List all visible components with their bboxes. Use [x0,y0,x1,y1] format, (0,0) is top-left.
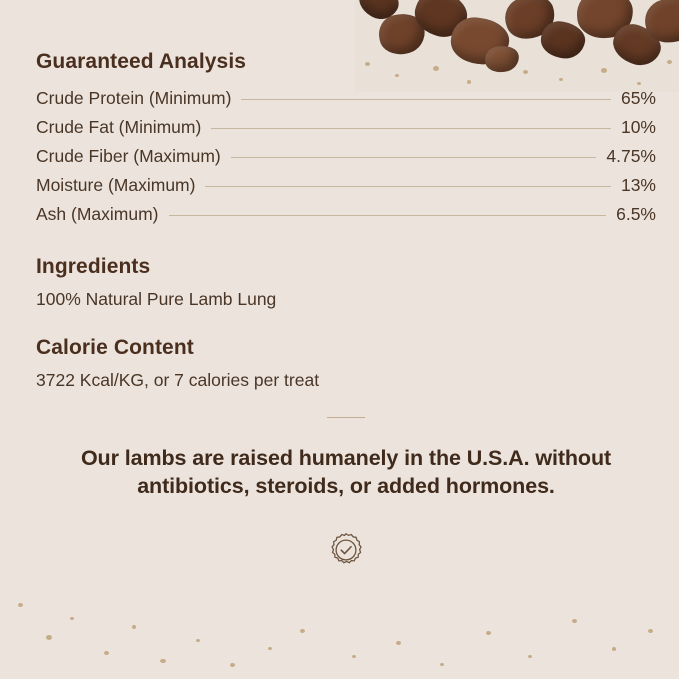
ingredients-title: Ingredients [36,255,151,278]
crumb [160,659,166,663]
leader-rule [205,185,611,187]
analysis-label: Crude Fiber (Maximum) [36,146,221,166]
crumb [612,647,616,651]
crumb [230,663,235,667]
crumb [486,631,491,635]
leader-rule [169,214,607,216]
crumb [528,655,532,658]
content-column [36,50,656,569]
crumb [667,60,672,64]
decorative-crumbs [0,559,679,679]
crumb [648,629,653,633]
crumb [352,655,356,658]
leader-rule [211,127,611,129]
ingredients-section [36,255,656,310]
crumb [18,603,23,607]
table-row [36,117,656,138]
analysis-label: Ash (Maximum) [36,204,159,224]
calorie-content-section [36,336,656,391]
table-row [36,146,656,167]
crumb [46,635,52,640]
crumb [268,647,272,650]
calorie-content-title: Calorie Content [36,336,194,359]
leader-rule [231,156,597,158]
crumb [572,619,577,623]
crumb [196,639,200,642]
claim-line-2: antibiotics, steroids, or added hormones. [137,474,555,499]
guaranteed-analysis-title: Guaranteed Analysis [36,50,247,73]
humane-raising-claim [46,444,646,501]
table-row [36,204,656,225]
table-row [36,88,656,109]
analysis-label: Crude Protein (Minimum) [36,88,232,108]
analysis-value: 10% [620,117,656,137]
guaranteed-analysis-table [36,88,656,225]
table-row [36,175,656,196]
analysis-value: 13% [620,175,656,195]
badge-container [36,531,656,569]
ingredients-text: 100% Natural Pure Lamb Lung [36,289,277,309]
analysis-label: Crude Fat (Minimum) [36,117,202,137]
leader-rule [241,98,611,100]
crumb [440,663,444,666]
crumb [300,629,305,633]
analysis-value: 6.5% [616,204,656,224]
calorie-content-text: 3722 Kcal/KG, or 7 calories per treat [36,370,320,390]
crumb [104,651,109,655]
crumb [70,617,74,620]
check-seal-icon [327,531,365,569]
analysis-value: 4.75% [606,146,656,166]
crumb [396,641,401,645]
section-divider [327,417,365,418]
claim-line-1: Our lambs are raised humanely in the U.S.A. without [80,446,612,470]
crumb [132,625,136,629]
analysis-label: Moisture (Maximum) [36,175,196,195]
analysis-value: 65% [620,88,656,108]
